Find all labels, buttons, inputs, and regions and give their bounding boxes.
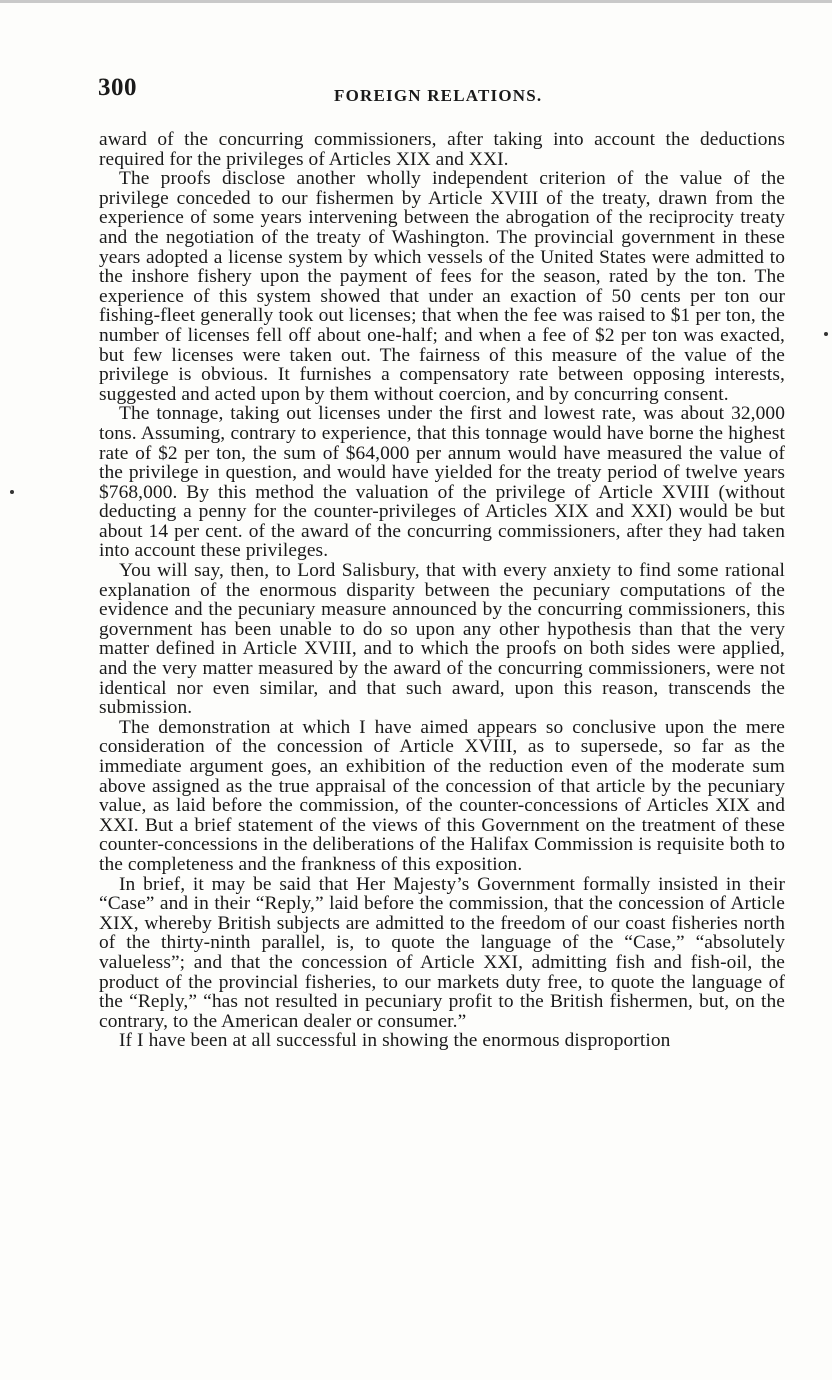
body-text xyxy=(99,130,785,1051)
top-edge-rule xyxy=(0,0,832,3)
running-head: FOREIGN RELATIONS. xyxy=(334,86,543,105)
paragraph: The proofs disclose another wholly independent criterion of the value of the privilege conceded to our fishermen by Article XVIII of the treaty, drawn from the experience of some years intervening between the abrogation of the reciprocity treaty and the negotiation of the treaty of Washington. The provincial government in these years adopted a license system by which vessels of the United States were admitted to the inshore fishery upon the payment of fees for the season, rated by the ton. The experience of this system showed that under an exaction of 50 cents per ton our fishing-fleet generally took out licenses; that when the fee was raised to $1 per ton, the number of licenses fell off about one-half; and when a fee of $2 per ton was exacted, but few licenses were taken out. The fairness of this measure of the value of the privilege is obvious. It furnishes a compensatory rate between opposing interests, suggested and acted upon by them without coercion, and by concurring consent. xyxy=(99,168,785,405)
margin-dot-left xyxy=(10,490,14,494)
paragraph: The tonnage, taking out licenses under the first and lowest rate, was about 32,000 tons. Assuming, contrary to experience, that this tonnage would have borne the highest rate of $2 per ton, the sum of $64,000 per annum would have measured the value of the privilege in question, and would have yielded for the treaty period of twelve years $768,000. By this method the valuation of the privilege of Article XVIII (without deducting a penny for the counter-privileges of Articles XIX and XXI) would be but about 14 per cent. of the award of the concurring commissioners, after they had taken into account these privileges. xyxy=(99,403,785,562)
paragraph: The demonstration at which I have aimed appears so conclusive upon the mere consideration of the concession of Article XVIII, as to supersede, so far as the immediate argument goes, an exhibition of the reduction even of the moderate sum above assigned as the true appraisal of the concession of that article by the pecuniary value, as laid before the commission, of the counter-concessions of Articles XIX and XXI. But a brief statement of the views of this Government on the treatment of these counter-concessions in the deliberations of the Halifax Commission is requisite both to the completeness and the frankness of this exposition. xyxy=(99,716,785,875)
paragraph: In brief, it may be said that Her Majesty’s Government formally insisted in their “Case” and in their “Reply,” laid before the commission, that the concession of Article XIX, whereby British subjects are admitted to the freedom of our coast fisheries north of the thirty-ninth parallel, is, to quote the language of the “Case,” “absolutely valueless”; and that the concession of Article XXI, admitting fish and fish-oil, the product of the provincial fisheries, to our markets duty free, to quote the language of the “Reply,” “has not resulted in pecuniary profit to the British fishermen, but, on the contrary, to the American dealer or consumer.” xyxy=(99,873,785,1032)
paragraph: If I have been at all successful in showing the enormous disproportion xyxy=(119,1030,671,1052)
page-number: 300 xyxy=(98,74,137,101)
paragraph: You will say, then, to Lord Salisbury, that with every anxiety to find some rational explanation of the enormous disparity between the pecuniary computations of the evidence and the pecuniary measure announced by the concurring commissioners, this government has been unable to do so upon any other hypothesis than that the very matter defined in Article XVIII, and to which the proofs on both sides were applied, and the very matter measured by the award of the concurring commissioners, were not identical nor even similar, and that such award, upon this reason, transcends the submission. xyxy=(99,560,785,719)
paragraph-continued: award of the concurring commissioners, after taking into account the deductions required for the privileges of Articles XIX and XXI. xyxy=(99,129,785,170)
margin-dot-right xyxy=(824,332,828,336)
page-header xyxy=(98,74,786,108)
